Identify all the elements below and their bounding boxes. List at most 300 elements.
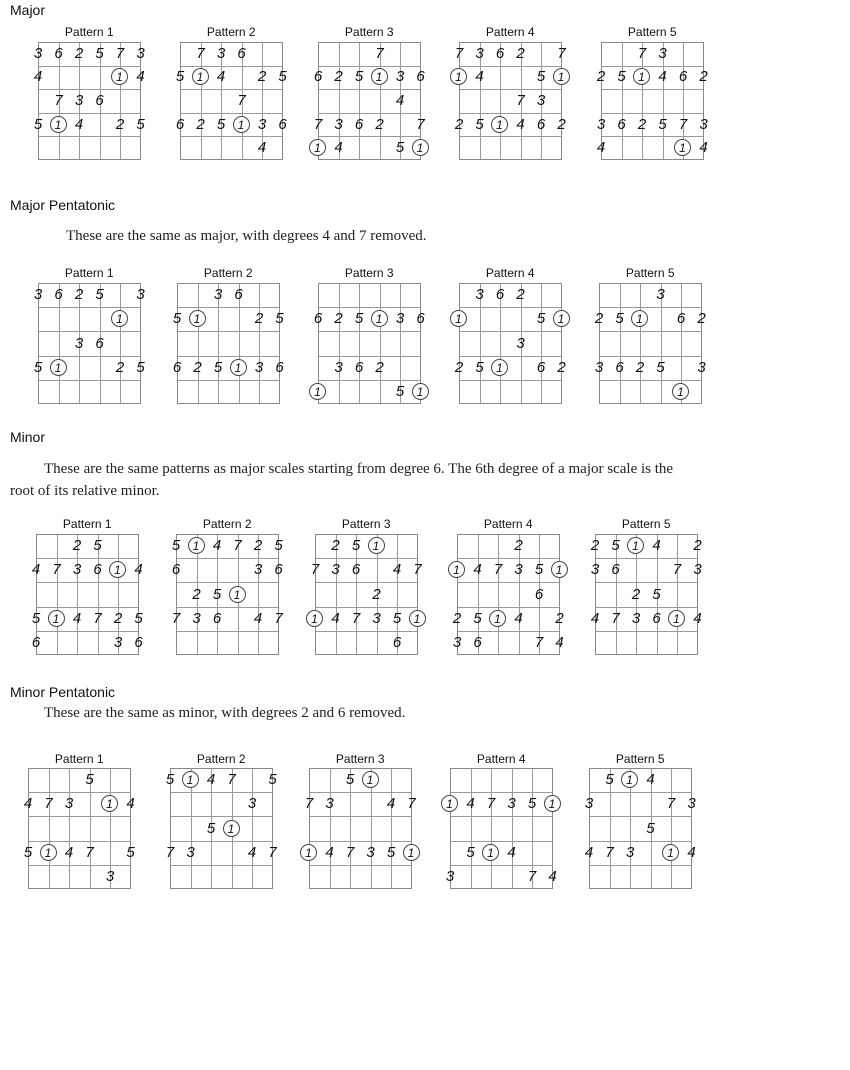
scale-degree: 5 [136,115,145,133]
scale-degree: 7 [351,609,361,627]
scale-degree: 4 [590,609,600,627]
scale-degree: 5 [536,68,546,86]
fret-line [29,841,130,842]
scale-degree: 2 [331,537,340,555]
scale-degree: 7 [666,795,676,813]
fret-line [460,307,561,308]
scale-degree: 2 [254,310,264,328]
string-line [498,535,499,654]
scale-degree: 3 [596,115,606,133]
fret-line [178,380,279,381]
section-description-minor-pentatonic: These are the same as minor, with degrees 2 and 6 removed. [44,705,406,721]
scale-degree: 7 [413,561,422,579]
root-note: 1 [48,610,65,627]
scale-degree: 2 [253,537,263,555]
pattern-title: Pattern 5 [627,25,677,39]
scale-degree: 3 [584,795,594,813]
fret-line [596,607,697,608]
scale-degree: 6 [678,68,688,86]
fret-line [451,792,552,793]
scale-degree: 4 [548,867,557,885]
root-note: 1 [441,795,458,812]
root-note: 1 [189,310,206,327]
scale-degree: 2 [375,115,384,133]
scale-degree: 3 [213,286,223,304]
string-line [677,535,678,654]
scale-degree: 5 [216,115,226,133]
fret-line [602,89,703,90]
root-note: 1 [551,561,568,578]
scale-degree: 6 [416,310,425,328]
fret-line [458,631,559,632]
root-note: 1 [300,844,317,861]
scale-degree: 6 [536,358,546,376]
fret-line [460,136,561,137]
scale-degree: 6 [495,286,505,304]
scale-degree: 3 [594,358,604,376]
scale-degree: 4 [699,139,708,157]
fret-line [590,865,691,866]
fret-line [602,136,703,137]
scale-degree: 2 [699,68,708,86]
scale-degree: 5 [33,358,43,376]
root-note: 1 [662,844,679,861]
scale-degree: 5 [278,68,287,86]
scale-degree: 5 [466,843,475,861]
root-note: 1 [229,586,246,603]
scale-degree: 7 [93,609,102,627]
fret-line [451,841,552,842]
scale-degree: 3 [325,795,334,813]
scale-degree: 4 [126,795,135,813]
fret-line [177,607,278,608]
scale-degree: 3 [452,633,462,651]
string-line [491,769,492,888]
scale-degree: 7 [375,44,384,62]
section-description-minor-line-1: These are the same patterns as major scales starting from degree 6. The 6th degree of a major scale is the [44,461,674,477]
scale-degree: 5 [534,561,544,579]
scale-degree: 5 [95,44,104,62]
scale-degree: 7 [227,771,236,789]
section-description-minor-line-2: root of its relative minor. [10,483,160,499]
string-line [359,284,360,403]
root-note: 1 [182,771,199,788]
scale-degree: 2 [113,609,123,627]
pattern-title: Pattern 3 [344,266,394,280]
scale-degree: 2 [697,310,706,328]
scale-degree: 2 [596,68,606,86]
scale-degree: 2 [594,310,604,328]
scale-degree: 6 [54,286,63,304]
scale-degree: 5 [351,537,361,555]
fret-line [458,558,559,559]
scale-degree: 4 [74,115,84,133]
scale-degree: 4 [216,68,226,86]
string-line [49,769,50,888]
scale-degree: 2 [452,609,462,627]
root-note: 1 [553,68,570,85]
root-note: 1 [672,383,689,400]
scale-degree: 7 [516,92,525,109]
scale-degree: 3 [136,44,145,62]
pattern-title: Pattern 4 [476,752,526,766]
string-line [359,43,360,159]
scale-degree: 7 [44,795,53,813]
scale-degree: 7 [52,561,61,579]
scale-degree: 3 [699,115,708,133]
scale-degree: 6 [95,92,104,109]
scale-degree: 4 [392,561,402,579]
string-line [512,769,513,888]
scale-degree: 5 [212,585,222,603]
fret-line [39,66,140,67]
string-line [471,769,472,888]
scale-degree: 5 [134,609,143,627]
scale-degree: 7 [605,843,614,861]
scale-degree: 7 [237,92,246,109]
fret-line [316,558,417,559]
scale-degree: 3 [366,843,375,861]
root-note: 1 [50,359,67,376]
scale-degree: 2 [590,537,600,555]
root-note: 1 [233,116,250,133]
root-note: 1 [450,310,467,327]
fret-line [37,558,138,559]
string-line [380,284,381,403]
section-heading-minor: Minor [10,429,46,445]
scale-degree: 6 [617,115,626,133]
scale-degree: 7 [611,609,620,627]
scale-degree: 5 [605,771,614,789]
scale-degree: 4 [514,609,523,627]
root-note: 1 [489,610,506,627]
scale-degree: 2 [516,286,525,304]
scale-degree: 3 [507,795,516,813]
section-description-major-pentatonic: These are the same as major, with degrees 4 and 7 removed. [66,228,427,244]
string-line [391,769,392,888]
fret-line [590,792,691,793]
scale-degree: 6 [275,358,284,376]
root-note: 1 [188,537,205,554]
scale-degree: 3 [514,561,523,579]
pattern-title: Pattern 4 [485,25,535,39]
scale-degree: 4 [64,843,74,861]
scale-degree: 7 [196,44,205,62]
fret-line [29,792,130,793]
scale-degree: 5 [93,537,102,555]
fret-line [177,558,278,559]
scale-degree: 4 [516,115,525,133]
scale-degree: 2 [516,44,525,62]
scale-degree: 6 [172,358,182,376]
scale-degree: 3 [257,115,267,133]
scale-degree: 6 [416,68,425,86]
scale-degree: 5 [345,771,355,789]
scale-degree: 3 [687,795,696,813]
root-note: 1 [412,383,429,400]
scale-degree: 3 [697,358,706,376]
scale-degree: 2 [192,585,201,603]
fret-line [178,307,279,308]
pattern-title: Pattern 3 [341,517,391,531]
scale-degree: 7 [304,795,314,813]
scale-degree: 2 [372,585,381,603]
scale-degree: 6 [54,44,63,62]
root-note: 1 [111,310,128,327]
pattern-title: Pattern 1 [64,25,114,39]
scale-degree: 6 [313,310,323,328]
fret-line [310,816,411,817]
fret-line [37,631,138,632]
root-note: 1 [627,537,644,554]
scale-degree: 5 [652,585,661,603]
scale-degree: 5 [615,310,624,328]
scale-degree: 7 [454,44,464,62]
fret-line [319,380,420,381]
root-note: 1 [309,383,326,400]
scale-degree: 5 [386,843,396,861]
root-note: 1 [371,310,388,327]
pattern-title: Pattern 5 [625,266,675,280]
scale-degree: 2 [375,358,384,376]
scale-degree: 3 [658,44,667,62]
string-line [640,284,641,403]
scale-degree: 4 [334,139,343,157]
scale-degree: 7 [165,843,175,861]
scale-degree: 5 [275,310,284,328]
scale-degree: 7 [678,115,688,133]
string-line [259,284,260,403]
scale-degree: 5 [354,310,364,328]
scale-degree: 7 [416,115,425,133]
scale-degree: 6 [234,286,243,304]
scale-degree: 6 [615,358,624,376]
pattern-title: Pattern 1 [64,266,114,280]
string-line [69,769,70,888]
scale-degree: 5 [31,609,41,627]
scale-degree: 6 [495,44,505,62]
pattern-title: Pattern 1 [62,517,112,531]
root-note: 1 [491,359,508,376]
scale-degree: 7 [534,633,544,651]
section-heading-major: Major [10,2,46,18]
fret-line [319,356,420,357]
scale-degree: 5 [395,139,405,157]
scale-degree: 3 [253,561,263,579]
scale-degree: 3 [113,633,123,651]
scale-degree: 6 [274,561,283,579]
scale-degree: 7 [85,843,94,861]
scale-degree: 6 [534,585,544,603]
string-line [57,535,58,654]
fret-line [460,331,561,332]
scale-degree: 3 [192,609,201,627]
scale-degree: 2 [72,537,82,555]
root-note: 1 [50,116,67,133]
root-note: 1 [544,795,561,812]
scale-degree: 5 [617,68,626,86]
scale-degree: 5 [213,358,223,376]
fret-line [460,380,561,381]
scale-degree: 3 [631,609,641,627]
scale-degree: 4 [325,843,334,861]
scale-degree: 4 [134,561,143,579]
scale-degree: 6 [351,561,361,579]
scale-degree: 5 [656,358,665,376]
scale-degree: 5 [475,115,484,133]
scale-degree: 4 [212,537,222,555]
section-heading-minor-pentatonic: Minor Pentatonic [10,684,116,700]
fret-line [316,607,417,608]
scale-degree: 4 [687,843,696,861]
root-note: 1 [674,139,691,156]
scale-degree: 2 [193,358,202,376]
fret-line [316,631,417,632]
scale-degree: 6 [611,561,620,579]
scale-degree: 3 [254,358,264,376]
fret-line [39,307,140,308]
scale-degree: 5 [658,115,667,133]
fretboard-grid [309,768,412,889]
root-note: 1 [309,139,326,156]
fret-line [590,816,691,817]
pattern-title: Pattern 3 [344,25,394,39]
scale-degree: 3 [395,310,405,328]
root-note: 1 [368,537,385,554]
scale-degree: 3 [72,561,82,579]
pattern-title: Pattern 5 [621,517,671,531]
scale-degree: 6 [212,609,222,627]
scale-degree: 4 [555,633,564,651]
pattern-title: Pattern 2 [196,752,246,766]
string-line [622,43,623,159]
scale-degree: 4 [253,609,263,627]
scale-degree: 3 [74,334,84,352]
scale-degree: 5 [274,537,283,555]
pattern-title: Pattern 1 [54,752,104,766]
scale-degree: 6 [354,115,364,133]
root-note: 1 [109,561,126,578]
scale-degree: 4 [466,795,475,813]
fret-line [177,582,278,583]
scale-degree: 4 [331,609,340,627]
scale-degree: 2 [196,115,205,133]
scale-degree: 3 [247,795,257,813]
pattern-title: Pattern 2 [206,25,256,39]
scale-degree: 5 [175,68,185,86]
scale-degree: 6 [278,115,287,133]
scale-degree: 6 [392,633,402,651]
string-line [339,284,340,403]
scale-degree: 4 [33,68,43,86]
fret-line [596,631,697,632]
string-line [330,769,331,888]
scale-degree: 2 [454,358,464,376]
fret-line [39,356,140,357]
root-note: 1 [482,844,499,861]
fret-line [171,816,272,817]
scale-degree: 5 [395,382,405,400]
section-heading-major-pentatonic: Major Pentatonic [10,197,116,213]
scale-degree: 4 [72,609,82,627]
root-note: 1 [631,310,648,327]
scale-degree: 5 [33,115,43,133]
fret-line [458,582,559,583]
scale-degree: 5 [172,310,182,328]
fret-line [171,865,272,866]
scale-degree: 4 [136,68,145,86]
scale-degree: 7 [407,795,416,813]
scale-degree: 3 [445,867,455,885]
scale-degree: 2 [334,310,343,328]
string-line [671,769,672,888]
scale-degree: 6 [175,115,185,133]
scale-degree: 2 [637,115,647,133]
scale-degree: 3 [475,44,484,62]
fret-line [39,380,140,381]
scale-degree: 3 [395,68,405,86]
root-note: 1 [553,310,570,327]
scale-degree: 5 [126,843,135,861]
scale-degree: 3 [33,286,43,304]
fret-line [600,380,701,381]
root-note: 1 [101,795,118,812]
scale-degree: 2 [557,115,566,133]
fret-line [596,558,697,559]
scale-degree: 5 [611,537,620,555]
pattern-title: Pattern 5 [615,752,665,766]
scale-degree: 5 [536,310,546,328]
fret-line [177,631,278,632]
fret-line [39,331,140,332]
scale-degree: 4 [386,795,396,813]
scale-degree: 2 [115,358,125,376]
pattern-title: Pattern 3 [335,752,385,766]
scale-degree: 6 [171,561,181,579]
scale-degree: 5 [527,795,537,813]
pattern-title: Pattern 2 [202,517,252,531]
scale-degree: 4 [395,92,405,109]
scale-degree: 2 [454,115,464,133]
scale-degree: 4 [507,843,516,861]
scale-degree: 7 [233,537,242,555]
string-line [252,769,253,888]
scale-degree: 5 [268,771,277,789]
scale-degree: 4 [473,561,482,579]
scale-degree: 6 [676,310,686,328]
scale-degree: 4 [652,537,661,555]
scale-degree: 4 [693,609,702,627]
root-note: 1 [448,561,465,578]
scale-degree: 3 [625,843,635,861]
scale-degree: 3 [33,44,43,62]
fret-line [171,841,272,842]
scale-degree: 3 [372,609,381,627]
scale-degree: 7 [672,561,682,579]
scale-degree: 3 [516,334,525,352]
fret-line [310,865,411,866]
scale-degree: 3 [656,286,665,304]
fret-line [451,865,552,866]
fret-line [37,582,138,583]
fret-line [458,607,559,608]
root-note: 1 [403,844,420,861]
scale-degree: 4 [584,843,594,861]
fret-line [319,331,420,332]
scale-degree: 6 [95,334,104,352]
root-note: 1 [192,68,209,85]
scale-degree: 2 [74,286,84,304]
